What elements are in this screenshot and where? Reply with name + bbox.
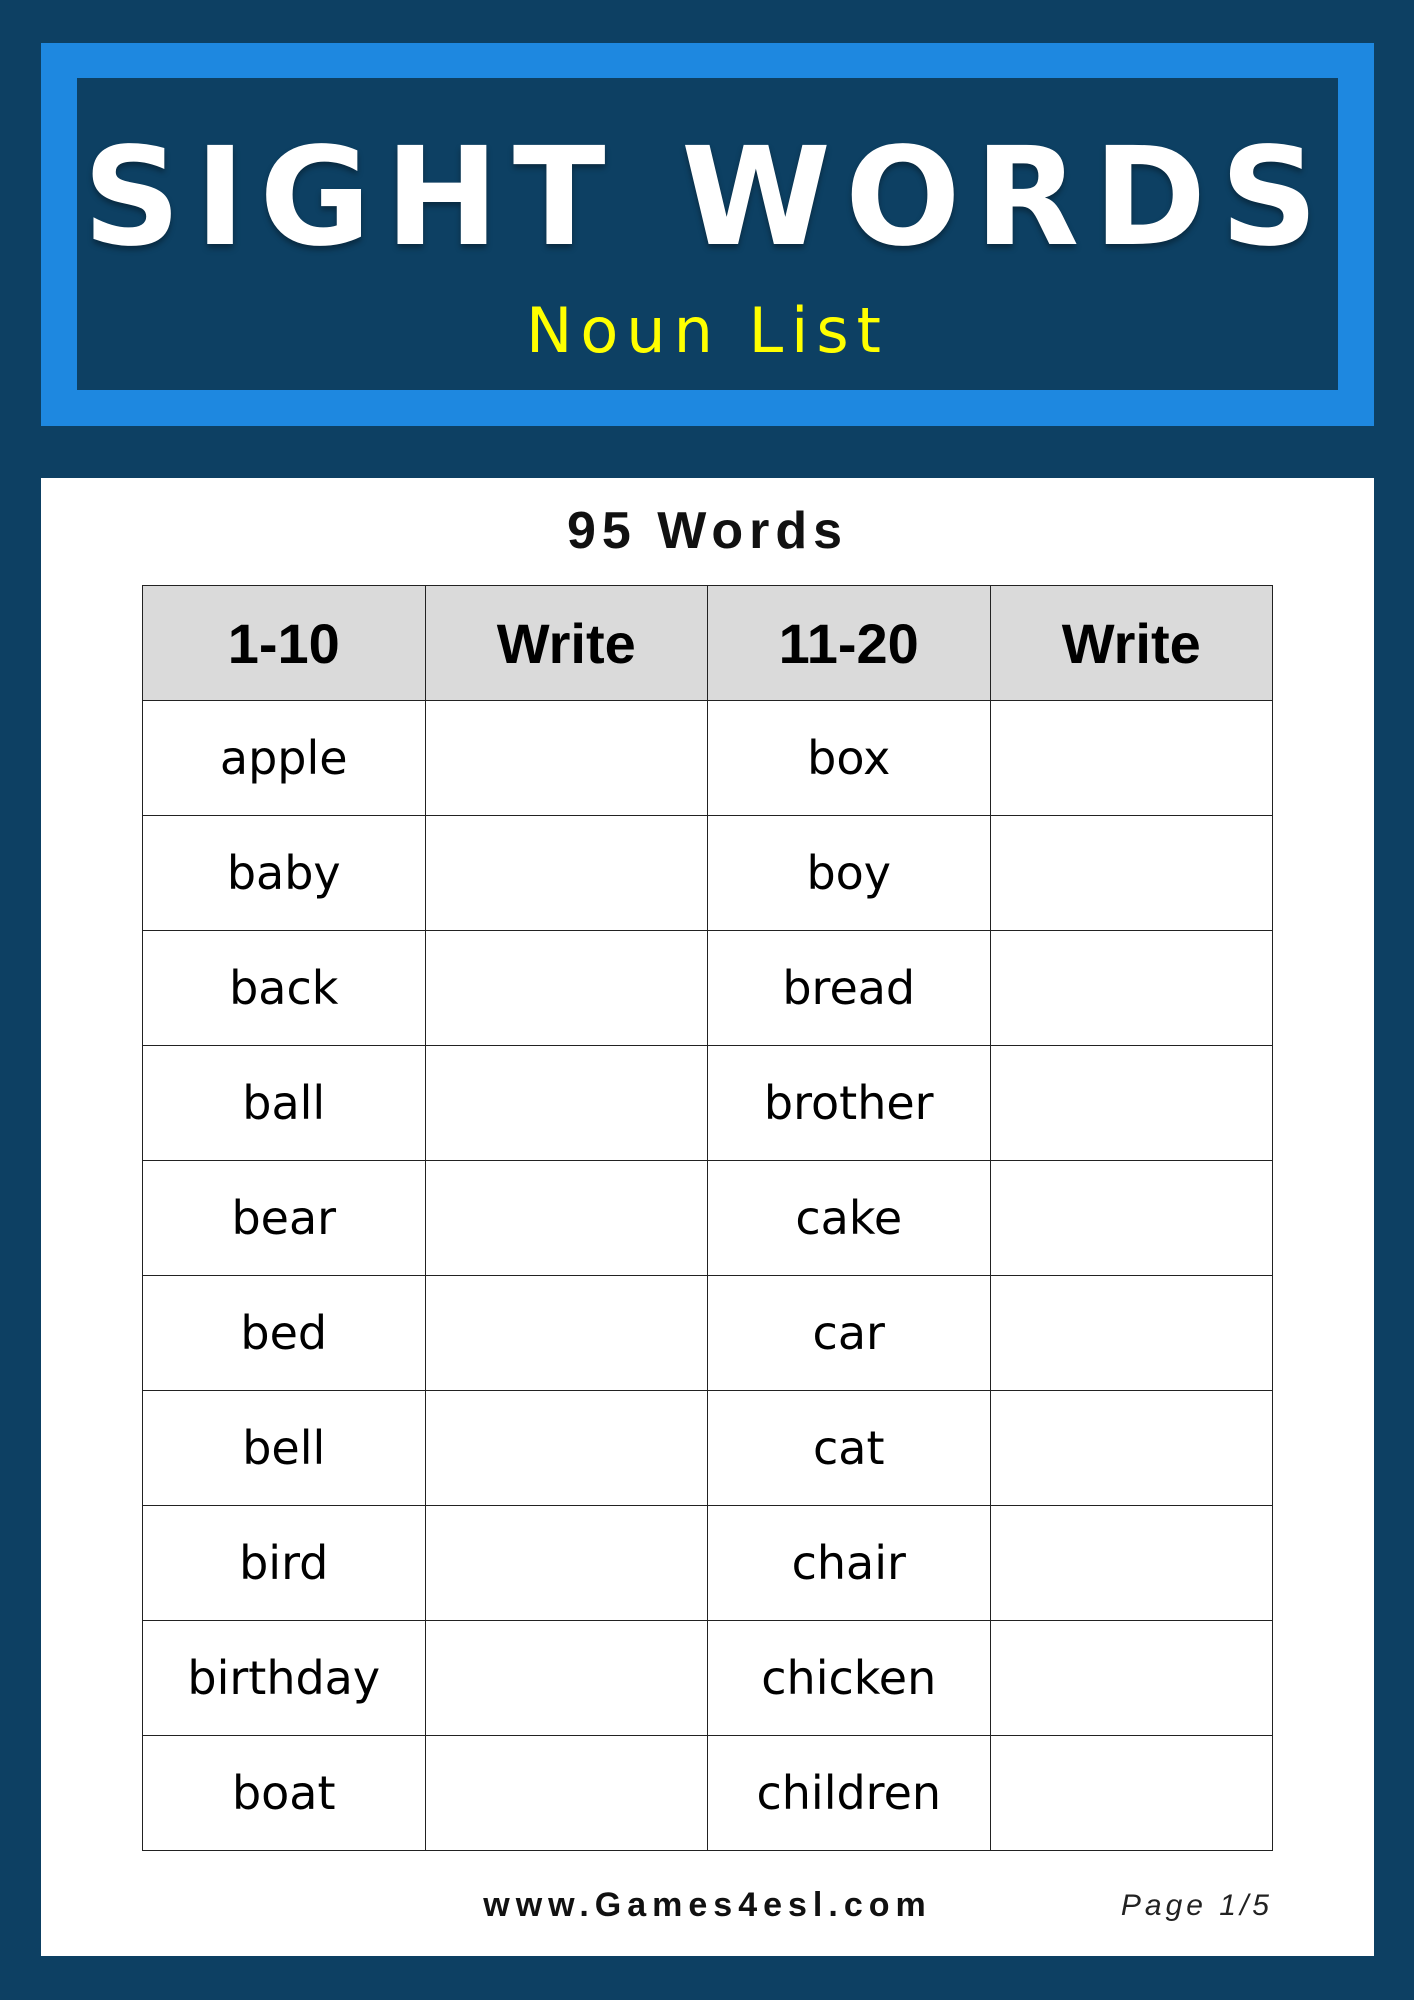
word-cell: birthday — [143, 1621, 426, 1736]
write-cell[interactable] — [425, 701, 708, 816]
page-subtitle: Noun List — [526, 294, 889, 367]
write-cell[interactable] — [990, 1046, 1273, 1161]
word-cell: bell — [143, 1391, 426, 1506]
word-cell: apple — [143, 701, 426, 816]
column-header-write: Write — [990, 586, 1273, 701]
table-header-row — [143, 586, 1273, 701]
word-cell: bear — [143, 1161, 426, 1276]
word-cell: back — [143, 931, 426, 1046]
table-row — [143, 701, 1273, 816]
write-cell[interactable] — [425, 1046, 708, 1161]
word-cell: boy — [708, 816, 991, 931]
table-row — [143, 1276, 1273, 1391]
write-cell[interactable] — [425, 1276, 708, 1391]
word-cell: chair — [708, 1506, 991, 1621]
write-cell[interactable] — [425, 1391, 708, 1506]
word-cell: chicken — [708, 1621, 991, 1736]
word-cell: bread — [708, 931, 991, 1046]
write-cell[interactable] — [990, 1736, 1273, 1851]
word-cell: baby — [143, 816, 426, 931]
table-row — [143, 1391, 1273, 1506]
write-cell[interactable] — [990, 1276, 1273, 1391]
page-title: SIGHT WORDS — [82, 119, 1333, 277]
column-header-write: Write — [425, 586, 708, 701]
write-cell[interactable] — [425, 1161, 708, 1276]
write-cell[interactable] — [990, 816, 1273, 931]
word-cell: bird — [143, 1506, 426, 1621]
write-cell[interactable] — [990, 1391, 1273, 1506]
table-row — [143, 931, 1273, 1046]
write-cell[interactable] — [990, 1506, 1273, 1621]
write-cell[interactable] — [425, 816, 708, 931]
page-number: Page 1/5 — [1120, 1889, 1273, 1922]
write-cell[interactable] — [425, 931, 708, 1046]
word-cell: brother — [708, 1046, 991, 1161]
table-row — [143, 1161, 1273, 1276]
word-count-heading: 95 Words — [566, 502, 849, 560]
write-cell[interactable] — [990, 1621, 1273, 1736]
table-row — [143, 1046, 1273, 1161]
table-row — [143, 1621, 1273, 1736]
header-banner — [77, 78, 1338, 390]
word-cell: cake — [708, 1161, 991, 1276]
table-row — [143, 816, 1273, 931]
column-header-1-10: 1-10 — [143, 586, 426, 701]
write-cell[interactable] — [425, 1506, 708, 1621]
word-cell: car — [708, 1276, 991, 1391]
word-cell: children — [708, 1736, 991, 1851]
table-row — [143, 1506, 1273, 1621]
website-url: www.Games4esl.com — [483, 1886, 932, 1924]
write-cell[interactable] — [990, 701, 1273, 816]
header-frame — [41, 43, 1374, 426]
word-cell: bed — [143, 1276, 426, 1391]
write-cell[interactable] — [990, 1161, 1273, 1276]
write-cell[interactable] — [425, 1621, 708, 1736]
word-cell: cat — [708, 1391, 991, 1506]
word-table — [142, 585, 1273, 1851]
write-cell[interactable] — [990, 931, 1273, 1046]
write-cell[interactable] — [425, 1736, 708, 1851]
word-cell: box — [708, 701, 991, 816]
table-row — [143, 1736, 1273, 1851]
word-cell: boat — [143, 1736, 426, 1851]
content-panel — [41, 478, 1374, 1956]
column-header-11-20: 11-20 — [708, 586, 991, 701]
word-cell: ball — [143, 1046, 426, 1161]
